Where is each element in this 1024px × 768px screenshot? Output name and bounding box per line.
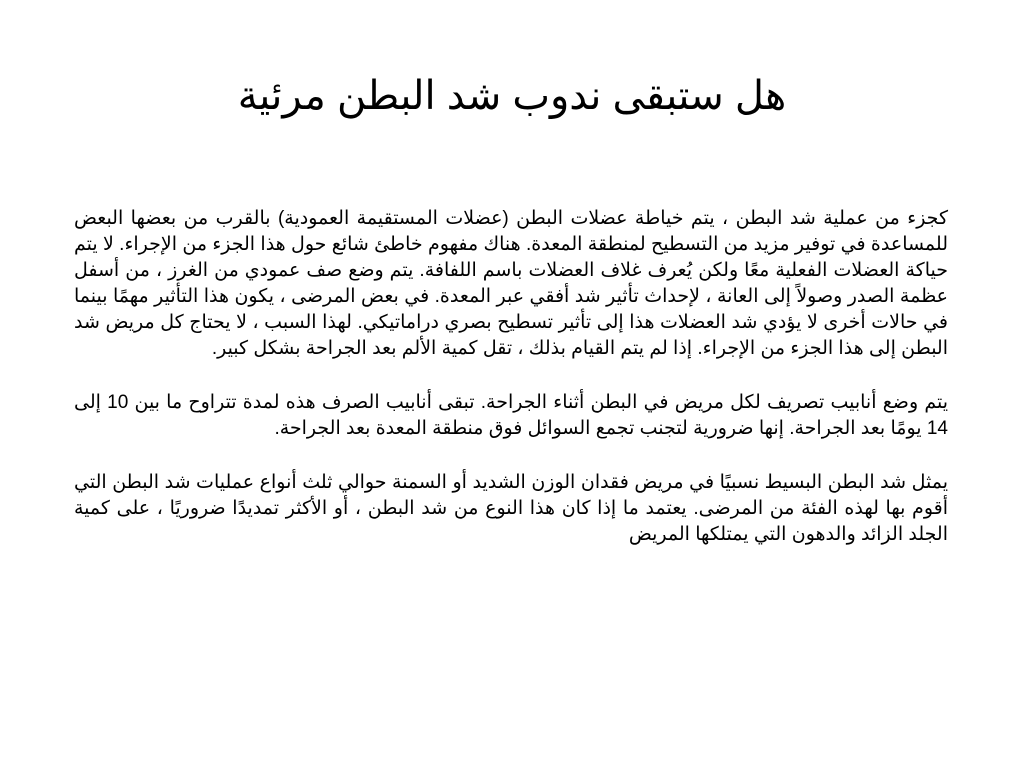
paragraph-muscle-tightening: كجزء من عملية شد البطن ، يتم خياطة عضلات البطن (عضلات المستقيمة العمودية) بالقرب من بعضها البعض للمساعدة في توفير مزيد من التسطيح لمنطقة المعدة. هناك مفهوم خاطئ شائع حول هذا الجزء من الإجراء. لا يتم حياكة العضلات الفعلية معًا ولكن يُعرف غلاف العضلات باسم اللفافة. يتم وضع صف عمودي من الغرز ، من أسفل عظمة الصدر وصولاً إلى العانة ، لإحداث تأثير شد أفقي عبر المعدة. في بعض المرضى ، يكون هذا التأثير مهمًا بينما في حالات أخرى لا يؤدي شد العضلات هذا إلى تأثير تسطيح بصري دراماتيكي. لهذا السبب ، لا يحتاج كل مريض شد البطن إلى هذا الجزء من الإجراء. إذا لم يتم القيام بذلك ، تقل كمية الألم بعد الجراحة بشكل كبير. <box>74 208 948 359</box>
paragraph-drain-tubes: يتم وضع أنابيب تصريف لكل مريض في البطن أثناء الجراحة. تبقى أنابيب الصرف هذه لمدة تتراوح ما بين 10 إلى 14 يومًا بعد الجراحة. إنها ضرورية لتجنب تجمع السوائل فوق منطقة المعدة بعد الجراحة. <box>74 392 949 439</box>
slide-title: هل ستبقى ندوب شد البطن مرئية <box>237 74 787 118</box>
slide-body <box>74 206 948 548</box>
paragraph-simple-abdominoplasty: يمثل شد البطن البسيط نسبيًا في مريض فقدان الوزن الشديد أو السمنة حوالي ثلث أنواع عمليات شد البطن التي أقوم بها لهذه الفئة من المرضى. يعتمد ما إذا كان هذا النوع من شد البطن ، أو الأكثر تمديدًا ضروريًا ، على كمية الجلد الزائد والدهون التي يمتلكها المريض <box>74 472 949 545</box>
